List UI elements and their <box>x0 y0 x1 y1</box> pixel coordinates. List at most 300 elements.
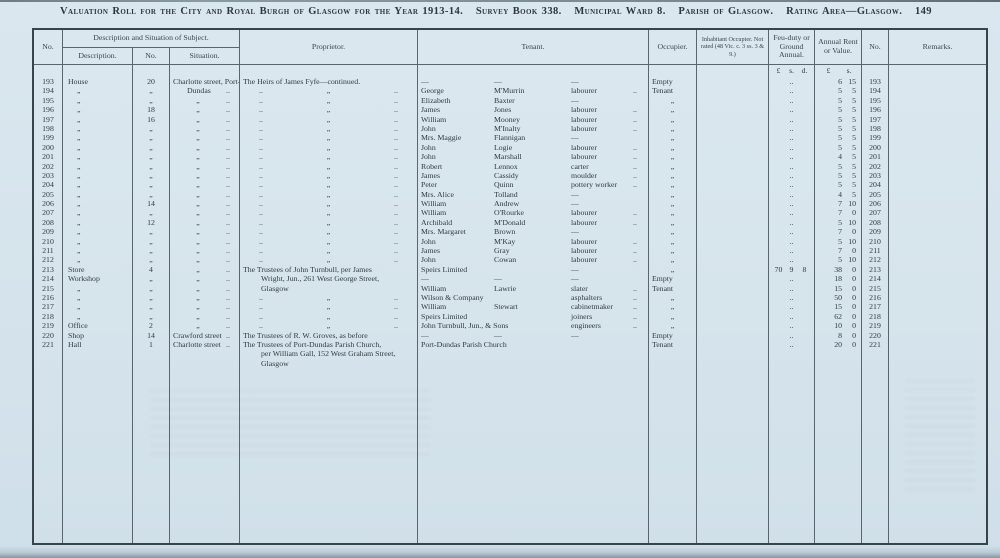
rent-cell: 5 5 <box>814 180 861 189</box>
inhabitant-occupier-cell <box>696 208 768 217</box>
table-row <box>34 190 986 199</box>
row-number-right: 199 <box>861 133 888 142</box>
bleedthrough-artifact <box>150 390 430 460</box>
street-number-cell: „ <box>132 86 169 95</box>
row-number-right: 198 <box>861 124 888 133</box>
feu-duty-cell: .. <box>768 133 814 142</box>
street-number-cell: 4 <box>132 265 169 274</box>
proprietor-cell: .. „ .. <box>239 86 417 95</box>
row-number: 212 <box>42 255 54 265</box>
inhabitant-occupier-cell <box>696 255 768 264</box>
row-number-right: 220 <box>861 331 888 340</box>
feu-duty-cell: .. <box>768 208 814 217</box>
occupier-cell: „ <box>648 96 696 105</box>
description-cell: „ <box>62 143 132 152</box>
situation-cell: „ .. <box>169 293 239 302</box>
tenant-cell: — — — <box>417 274 648 283</box>
occupier-cell: „ <box>648 237 696 246</box>
col-header-annual-rent: Annual Rent or Value. <box>814 30 861 64</box>
description-cell: „ <box>62 96 132 105</box>
survey-book-label: Survey Book 338. <box>475 6 562 17</box>
description-cell: „ <box>62 255 132 264</box>
description-cell: „ <box>62 208 132 217</box>
feu-duty-cell: .. <box>768 77 814 86</box>
occupier-cell: „ <box>648 246 696 255</box>
situation-cell: „ .. <box>169 302 239 311</box>
row-number: 214 <box>42 274 54 284</box>
description-cell: Workshop <box>62 274 132 283</box>
table-row <box>34 115 986 124</box>
remarks-cell <box>888 312 986 321</box>
feu-duty-cell: .. <box>768 199 814 208</box>
rent-cell: 5 5 <box>814 115 861 124</box>
feu-duty-cell: .. <box>768 340 814 349</box>
feu-duty-cell: .. <box>768 124 814 133</box>
remarks-cell <box>888 180 986 189</box>
row-number-right: 212 <box>861 255 888 264</box>
proprietor-cell: .. „ .. <box>239 321 417 330</box>
row-number: 217 <box>42 302 54 312</box>
occupier-cell: Tenant <box>648 340 696 349</box>
street-number-cell: „ <box>132 162 169 171</box>
situation-cell: „ .. <box>169 105 239 114</box>
tenant-cell: William Lawrie slater .. <box>417 284 648 293</box>
situation-cell: „ .. <box>169 162 239 171</box>
proprietor-cell: .. „ .. <box>239 312 417 321</box>
proprietor-cell: .. „ .. <box>239 180 417 189</box>
remarks-cell <box>888 190 986 199</box>
occupier-cell: „ <box>648 293 696 302</box>
page-bottom-edge <box>0 546 1000 558</box>
occupier-cell: Empty <box>648 77 696 86</box>
ward-label: Municipal Ward 8. <box>574 6 666 17</box>
occupier-cell <box>648 349 696 358</box>
table-row <box>34 284 986 293</box>
table-row <box>34 321 986 330</box>
description-cell: Store <box>62 265 132 274</box>
row-number: 206 <box>42 199 54 209</box>
street-number-cell: „ <box>132 96 169 105</box>
inhabitant-occupier-cell <box>696 331 768 340</box>
proprietor-cell: .. „ .. <box>239 302 417 311</box>
tenant-cell: Mrs. Maggie Flannigan — <box>417 133 648 142</box>
proprietor-cell: .. „ .. <box>239 162 417 171</box>
proprietor-cell: .. „ .. <box>239 143 417 152</box>
row-number-right: 203 <box>861 171 888 180</box>
table-row <box>34 152 986 161</box>
tenant-cell: Archibald M'Donald labourer .. <box>417 218 648 227</box>
remarks-cell <box>888 115 986 124</box>
row-number-right: 210 <box>861 237 888 246</box>
rent-cell: 10 0 <box>814 321 861 330</box>
remarks-cell <box>888 293 986 302</box>
situation-cell: „ .. <box>169 152 239 161</box>
feu-duty-cell <box>768 359 814 368</box>
feu-duty-cell: .. <box>768 143 814 152</box>
inhabitant-occupier-cell <box>696 237 768 246</box>
rent-cell: 38 0 <box>814 265 861 274</box>
rent-cell: 5 5 <box>814 171 861 180</box>
inhabitant-occupier-cell <box>696 340 768 349</box>
rent-cell: 20 0 <box>814 340 861 349</box>
inhabitant-occupier-cell <box>696 359 768 368</box>
remarks-cell <box>888 86 986 95</box>
street-number-cell: „ <box>132 227 169 236</box>
rent-cell: 5 5 <box>814 133 861 142</box>
description-cell <box>62 359 132 368</box>
table-row <box>34 340 986 349</box>
row-number: 199 <box>42 133 54 143</box>
occupier-cell: „ <box>648 227 696 236</box>
proprietor-cell: .. „ .. <box>239 105 417 114</box>
situation-cell <box>169 359 239 368</box>
tenant-cell: Mrs. Alice Tolland — <box>417 190 648 199</box>
occupier-cell: „ <box>648 180 696 189</box>
proprietor-cell: per William Gall, 152 West Graham Street, <box>239 349 417 358</box>
row-number-right: 217 <box>861 302 888 311</box>
description-cell: „ <box>62 162 132 171</box>
tenant-cell: John M'Kay labourer .. <box>417 237 648 246</box>
description-cell: „ <box>62 199 132 208</box>
inhabitant-occupier-cell <box>696 171 768 180</box>
tenant-cell <box>417 359 648 368</box>
street-number-cell: „ <box>132 133 169 142</box>
col-header-situation: Situation. <box>169 48 239 64</box>
table-row <box>34 105 986 114</box>
situation-cell: „ .. <box>169 312 239 321</box>
situation-cell: „ .. <box>169 321 239 330</box>
row-number: 195 <box>42 95 54 105</box>
row-number: 193 <box>42 77 54 86</box>
inhabitant-occupier-cell <box>696 105 768 114</box>
tenant-cell: — — — <box>417 77 648 86</box>
street-number-cell: „ <box>132 312 169 321</box>
rent-cell: 4 5 <box>814 152 861 161</box>
tenant-cell: Elizabeth Baxter — <box>417 96 648 105</box>
row-number: 197 <box>42 114 54 124</box>
occupier-cell: „ <box>648 199 696 208</box>
tenant-cell: Port-Dundas Parish Church <box>417 340 648 349</box>
tenant-cell: Robert Lennox carter .. <box>417 162 648 171</box>
rent-cell: 7 0 <box>814 208 861 217</box>
table-row <box>34 96 986 105</box>
table-row <box>34 265 986 274</box>
row-number-right: 218 <box>861 312 888 321</box>
occupier-cell: „ <box>648 133 696 142</box>
inhabitant-occupier-cell <box>696 321 768 330</box>
row-number-right: 208 <box>861 218 888 227</box>
row-number: 211 <box>42 246 54 256</box>
feu-duty-cell: .. <box>768 218 814 227</box>
occupier-cell: „ <box>648 162 696 171</box>
description-cell: Office <box>62 321 132 330</box>
street-number-cell: „ <box>132 255 169 264</box>
description-cell: „ <box>62 180 132 189</box>
occupier-cell: „ <box>648 218 696 227</box>
rent-cell <box>814 359 861 368</box>
rent-cell: 7 0 <box>814 246 861 255</box>
remarks-cell <box>888 77 986 86</box>
row-number-right: 215 <box>861 284 888 293</box>
tenant-cell: James Jones labourer .. <box>417 105 648 114</box>
tenant-cell: John Turnbull, Jun., & Sons engineers .. <box>417 321 648 330</box>
street-number-cell: „ <box>132 190 169 199</box>
situation-cell: „ .. <box>169 265 239 274</box>
col-header-street-no: No. <box>132 48 169 64</box>
row-number: 196 <box>42 105 54 115</box>
rent-cell: 5 5 <box>814 86 861 95</box>
row-number: 198 <box>42 123 54 133</box>
row-number: 202 <box>42 161 54 171</box>
rent-cell: 5 5 <box>814 96 861 105</box>
row-number-right: 206 <box>861 199 888 208</box>
remarks-cell <box>888 255 986 264</box>
table-header <box>34 30 986 65</box>
description-cell: „ <box>62 218 132 227</box>
remarks-cell <box>888 152 986 161</box>
remarks-cell <box>888 321 986 330</box>
page-header <box>60 6 932 17</box>
rent-cell: 8 0 <box>814 331 861 340</box>
situation-cell: „ .. <box>169 96 239 105</box>
proprietor-cell: .. „ .. <box>239 115 417 124</box>
inhabitant-occupier-cell <box>696 274 768 283</box>
feu-duty-cell: .. <box>768 180 814 189</box>
situation-cell: „ .. <box>169 284 239 293</box>
tenant-cell: William O'Rourke labourer .. <box>417 208 648 217</box>
proprietor-cell: Glasgow <box>239 359 417 368</box>
description-cell: „ <box>62 293 132 302</box>
tenant-cell: Wilson & Company asphalters .. <box>417 293 648 302</box>
feu-duty-cell: .. <box>768 331 814 340</box>
description-cell: „ <box>62 86 132 95</box>
rent-cell: 15 0 <box>814 302 861 311</box>
proprietor-cell: .. „ .. <box>239 190 417 199</box>
feu-duty-units: £ s. d. <box>768 65 814 77</box>
proprietor-cell: .. „ .. <box>239 246 417 255</box>
feu-duty-cell: .. <box>768 284 814 293</box>
occupier-cell: „ <box>648 265 696 274</box>
proprietor-cell: The Trustees of John Turnbull, per James <box>239 265 417 274</box>
street-number-cell: 16 <box>132 115 169 124</box>
description-cell: „ <box>62 237 132 246</box>
inhabitant-occupier-cell <box>696 284 768 293</box>
row-number-right: 197 <box>861 115 888 124</box>
situation-cell: Crawford street .. <box>169 331 239 340</box>
feu-duty-cell: .. <box>768 312 814 321</box>
row-number: 201 <box>42 152 54 162</box>
situation-cell: „ .. <box>169 115 239 124</box>
table-row <box>34 237 986 246</box>
street-number-cell <box>132 359 169 368</box>
page-top-edge <box>0 0 1000 2</box>
col-header-description-group: Description and Situation of Subject. <box>62 30 239 48</box>
remarks-cell <box>888 349 986 358</box>
feu-duty-cell: 70 9 8 <box>768 265 814 274</box>
description-cell: „ <box>62 302 132 311</box>
inhabitant-occupier-cell <box>696 302 768 311</box>
situation-cell: „ .. <box>169 237 239 246</box>
row-number: 221 <box>42 339 54 349</box>
street-number-cell: „ <box>132 180 169 189</box>
situation-cell: „ .. <box>169 199 239 208</box>
rent-units: £ s. <box>814 65 861 77</box>
description-cell: Shop <box>62 331 132 340</box>
feu-duty-cell: .. <box>768 246 814 255</box>
inhabitant-occupier-cell <box>696 152 768 161</box>
description-cell: „ <box>62 190 132 199</box>
table-row <box>34 171 986 180</box>
rent-cell: 5 5 <box>814 162 861 171</box>
remarks-cell <box>888 208 986 217</box>
description-cell: House <box>62 77 132 86</box>
street-number-cell: 14 <box>132 331 169 340</box>
situation-cell: Charlotte street, Port- <box>169 77 239 86</box>
remarks-cell <box>888 143 986 152</box>
street-number-cell: 2 <box>132 321 169 330</box>
col-header-occupier: Occupier. <box>648 30 696 64</box>
page-title: Valuation Roll for the City and Royal Burgh of Glasgow for the Year 1913-14. <box>60 6 464 17</box>
occupier-cell: „ <box>648 190 696 199</box>
proprietor-cell: Wright, Jun., 261 West George Street, <box>239 274 417 283</box>
proprietor-cell: .. „ .. <box>239 152 417 161</box>
situation-cell: Dundas .. <box>169 86 239 95</box>
remarks-cell <box>888 218 986 227</box>
proprietor-cell: .. „ .. <box>239 218 417 227</box>
occupier-cell: „ <box>648 312 696 321</box>
inhabitant-occupier-cell <box>696 115 768 124</box>
valuation-table <box>32 28 988 545</box>
description-cell <box>62 349 132 358</box>
rent-cell: 7 10 <box>814 199 861 208</box>
occupier-cell: Empty <box>648 274 696 283</box>
street-number-cell: 1 <box>132 340 169 349</box>
occupier-cell: „ <box>648 302 696 311</box>
remarks-cell <box>888 133 986 142</box>
money-units-row <box>34 65 986 77</box>
rent-cell: 5 10 <box>814 218 861 227</box>
remarks-cell <box>888 105 986 114</box>
situation-cell: „ .. <box>169 124 239 133</box>
proprietor-cell: .. „ .. <box>239 293 417 302</box>
rent-cell: 6 15 <box>814 77 861 86</box>
feu-duty-cell: .. <box>768 152 814 161</box>
row-number: 194 <box>42 86 54 96</box>
tenant-cell: William Stewart cabinetmaker .. <box>417 302 648 311</box>
rent-cell <box>814 349 861 358</box>
row-number-right: 195 <box>861 96 888 105</box>
row-number-right: 213 <box>861 265 888 274</box>
description-cell: „ <box>62 115 132 124</box>
tenant-cell: — — — <box>417 331 648 340</box>
inhabitant-occupier-cell <box>696 349 768 358</box>
table-row <box>34 227 986 236</box>
tenant-cell: Speirs Limited — <box>417 265 648 274</box>
table-row <box>34 180 986 189</box>
remarks-cell <box>888 171 986 180</box>
proprietor-cell: Glasgow <box>239 284 417 293</box>
street-number-cell: „ <box>132 124 169 133</box>
occupier-cell: „ <box>648 105 696 114</box>
situation-cell: „ .. <box>169 133 239 142</box>
rent-cell: 62 0 <box>814 312 861 321</box>
inhabitant-occupier-cell <box>696 162 768 171</box>
rent-cell: 4 5 <box>814 190 861 199</box>
tenant-cell: James Gray labourer .. <box>417 246 648 255</box>
situation-cell: „ .. <box>169 143 239 152</box>
parish-label: Parish of Glasgow. <box>678 6 774 17</box>
description-cell: „ <box>62 227 132 236</box>
remarks-cell <box>888 284 986 293</box>
street-number-cell: „ <box>132 208 169 217</box>
col-header-no: No. <box>42 41 54 51</box>
proprietor-cell: .. „ .. <box>239 133 417 142</box>
row-number-right: 200 <box>861 143 888 152</box>
table-row <box>34 208 986 217</box>
table-row <box>34 255 986 264</box>
feu-duty-cell: .. <box>768 293 814 302</box>
inhabitant-occupier-cell <box>696 86 768 95</box>
tenant-cell: Speirs Limited joiners .. <box>417 312 648 321</box>
row-number-right: 201 <box>861 152 888 161</box>
inhabitant-occupier-cell <box>696 180 768 189</box>
street-number-cell: 12 <box>132 218 169 227</box>
tenant-cell: George M'Murrin labourer .. <box>417 86 648 95</box>
inhabitant-occupier-cell <box>696 199 768 208</box>
row-number <box>34 349 62 358</box>
inhabitant-occupier-cell <box>696 312 768 321</box>
row-number-right: 219 <box>861 321 888 330</box>
table-row <box>34 293 986 302</box>
situation-cell: „ .. <box>169 190 239 199</box>
occupier-cell: Tenant <box>648 284 696 293</box>
feu-duty-cell: .. <box>768 162 814 171</box>
row-number: 218 <box>42 311 54 321</box>
row-number-right <box>861 359 888 368</box>
row-number-right <box>861 349 888 358</box>
proprietor-cell: .. „ .. <box>239 237 417 246</box>
remarks-cell <box>888 237 986 246</box>
feu-duty-cell: .. <box>768 237 814 246</box>
description-cell: Hall <box>62 340 132 349</box>
street-number-cell: „ <box>132 284 169 293</box>
row-number: 208 <box>42 217 54 227</box>
street-number-cell: 14 <box>132 199 169 208</box>
remarks-cell <box>888 331 986 340</box>
remarks-cell <box>888 274 986 283</box>
row-number-right: 193 <box>861 77 888 86</box>
description-cell: „ <box>62 246 132 255</box>
rent-cell: 5 10 <box>814 237 861 246</box>
proprietor-cell: The Trustees of Port-Dundas Parish Church, <box>239 340 417 349</box>
tenant-cell: Mrs. Margaret Brown — <box>417 227 648 236</box>
remarks-cell <box>888 340 986 349</box>
remarks-cell <box>888 124 986 133</box>
inhabitant-occupier-cell <box>696 124 768 133</box>
table-row <box>34 86 986 95</box>
feu-duty-cell: .. <box>768 190 814 199</box>
table-row <box>34 162 986 171</box>
table-row <box>34 331 986 340</box>
col-header-feu-duty: Feu-duty or Ground Annual. <box>768 30 814 64</box>
row-number-right: 221 <box>861 340 888 349</box>
tenant-cell: Peter Quinn pottery worker .. <box>417 180 648 189</box>
situation-cell: „ .. <box>169 246 239 255</box>
situation-cell: „ .. <box>169 218 239 227</box>
feu-duty-cell: .. <box>768 171 814 180</box>
occupier-cell: „ <box>648 152 696 161</box>
occupier-cell: „ <box>648 171 696 180</box>
